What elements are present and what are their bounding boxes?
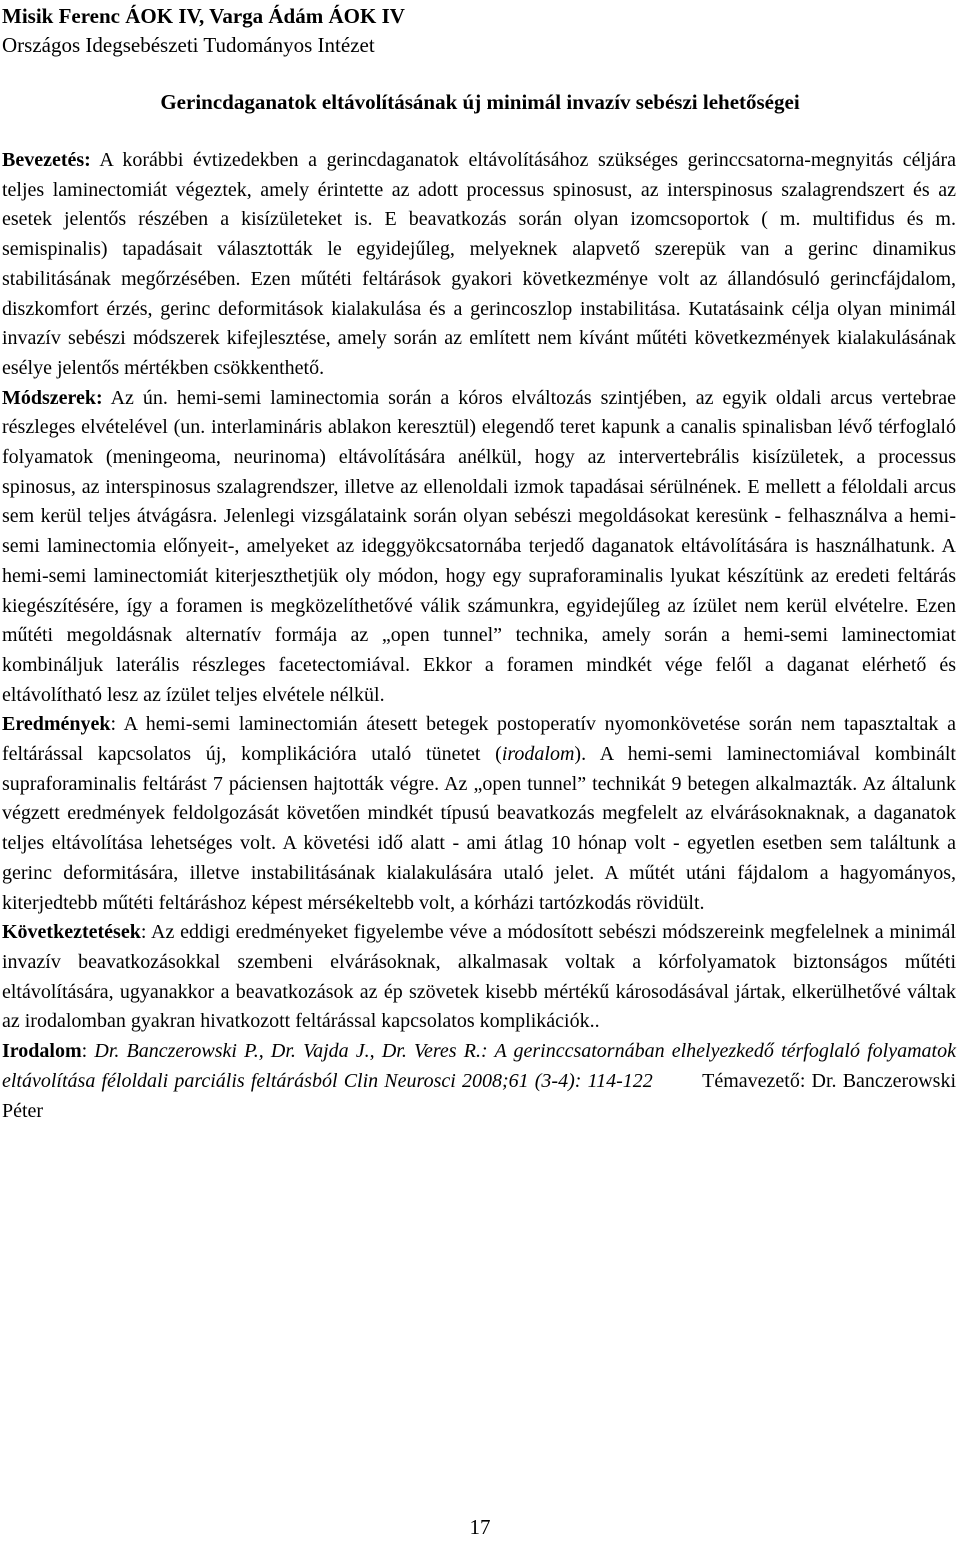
authors: Misik Ferenc ÁOK IV, Varga Ádám ÁOK IV: [2, 4, 405, 28]
results-section: [2, 710, 956, 918]
intro-text: A korábbi évtizedekben a gerincdaganatok eltávolításához szükséges gerinccsatorna-megnyitás céljára teljes laminectomiát végeztek, amely érintette az adott processus spinosust, az interspinosus szalagrendszert és az esetek jelentős részében a kisízületeket is. E beavatkozás során olyan izomcsoportok ( m. multifidus és m. semispinalis) tapadásait választották le egyidejűleg, melyeknek alapvető szerepük van a gerinc dinamikus stabilitásának megőrzésében. Ezen műtéti feltárások gyakori következménye volt az állandósuló gerincfájdalom, diszkomfort érzés, gerinc deformitások kialakulása és a gerincoszlop instabilitása. Kutatásaink célja olyan minimál invazív sebészi módszerek kifejlesztése, amely során az említett nem kívánt műtéti következmények kialakulásának esélye jelentős mértékben csökkenthető.: [2, 149, 956, 379]
page-title: Gerincdaganatok eltávolításának új minimál invazív sebészi lehetőségei: [160, 90, 800, 114]
intro-label: Bevezetés:: [2, 149, 91, 171]
abstract-body: [2, 146, 956, 1126]
results-text-b: ). A hemi-semi laminectomiával kombinált supraforaminalis feltárást 7 páciensen hajtották végre. Az „open tunnel” technikát 9 betegen alkalmazták. Az általunk végzett eredmények feldolgozását követően mindkét típusú beavatkozás megfelelt az elvárásoknaknak, a daganatok teljes eltávolítása lehetséges volt. A követési idő alatt - ami átlag 10 hónap volt - egyetlen esetben sem találtunk a gerinc deformitására, illetve instabilitásának kialakulására utaló jelet. A műtét utáni fájdalom a hagyományos, kiterjedtebb műtéti feltáráshoz képest mérsékeltebb volt, a kórházi tartózkodás rövidült.: [2, 743, 956, 914]
references-colon: :: [81, 1040, 95, 1063]
references-section: [2, 1037, 956, 1126]
references-label: Irodalom: [2, 1040, 82, 1063]
conclusions-label: Következtetések: [2, 921, 141, 944]
results-text-a: : A hemi-semi laminectomián átesett betegek postoperatív nyomonkövetése során nem tapasztaltak a feltárással kapcsolatos új, komplikációra utaló tünetet (: [2, 713, 956, 766]
methods-text: Az ún. hemi-semi laminectomia során a kóros elváltozás szintjében, az egyik oldali arcus vertebrae részleges elvételével (un. interlamináris ablakon keresztül) elegendő teret kapunk a canalis spinalisban lévő térfoglaló folyamatok (meningeoma, neurinoma) eltávolítására anélkül, hogy az intervertebrális kisízületek, a processus spinosus, az interspinosus szalagrendszer, illetve az ellenoldali izmok tapadásai sérülnének. E mellett a féloldali arcus sem kerül teljes átvágásra. Jelenlegi vizsgálataink során olyan sebészi megoldásokat keresünk - felhasználva a hemi-semi laminectomia előnyeit-, amelyeket az ideggyökcsatornába terjedő daganatok eltávolítására is használhatunk. A hemi-semi laminectomiát kiterjeszthetjük oly módon, hogy egy supraforaminalis lyukat készítünk az eredeti feltárás kiegészítésére, így a foramen is megközelíthetővé válik számunkra, egyidejűleg az ízület nem kerül elvételre. Ezen műtéti megoldásnak alternatív formája az „open tunnel” technika, amely során a hemi-semi laminectomiat kombináljuk laterális részleges facetectomiával. Ekkor a foramen mindkét vége felől a daganat elérhető és eltávolítható lesz az ízület teljes elvétele nélkül.: [2, 386, 956, 706]
methods-section: [2, 384, 956, 711]
results-citation-placeholder: irodalom: [501, 743, 575, 766]
methods-label: Módszerek:: [2, 386, 103, 409]
conclusions-text: : Az eddigi eredményeket figyelembe véve a módosított sebészi módszereink megfelelnek a minimál invazív beavatkozásokkal szembeni elvárásoknak, alkalmasak voltak a kórfolyamatok biztonságos műtéti eltávolítására, ugyanakkor a beavatkozások az ép szövetek kisebb mértékű károsodásával jártak, elkerülhetővé váltak az irodalomban gyakran hivatkozott feltárással kapcsolatos komplikációk..: [2, 921, 956, 1033]
page-number: 17: [469, 1515, 491, 1539]
institute: Országos Idegsebészeti Tudományos Intézet: [2, 33, 375, 57]
results-label: Eredmények: [2, 713, 111, 736]
reference-citation: Dr. Banczerowski P., Dr. Vajda J., Dr. Veres R.: A gerinccsatornában elhelyezkedő térfoglaló folyamatok eltávolítása féloldali parciális feltárásból Clin Neurosci 2008;61 (3-4): 114-122: [2, 1040, 956, 1092]
conclusions-section: [2, 918, 956, 1037]
supervisor: Témavezető: Dr. Banczerowski Péter: [2, 1069, 957, 1122]
intro-section: [2, 146, 956, 384]
